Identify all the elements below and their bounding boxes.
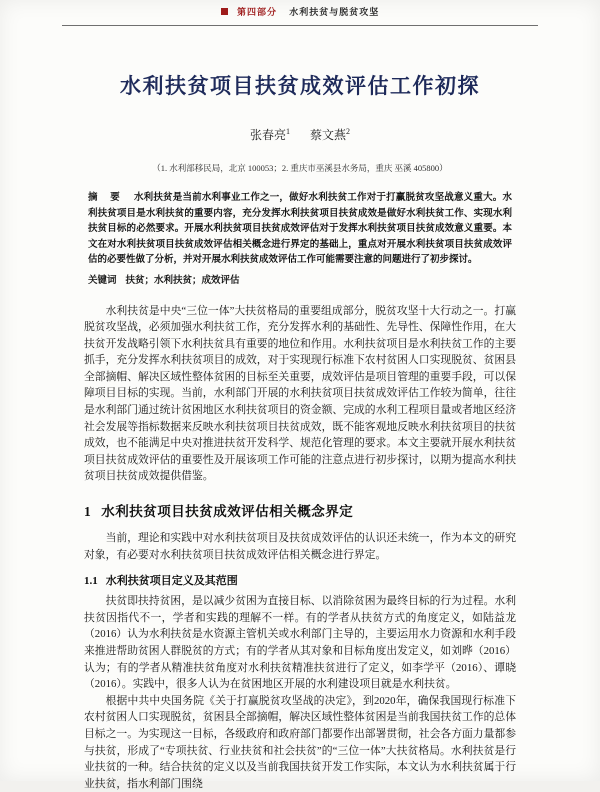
abstract-label: 摘 要: [88, 193, 125, 203]
author-1-name: 张春亮: [249, 128, 286, 142]
author-2: [310, 128, 350, 142]
abstract-text: 水利扶贫是当前水利事业工作之一，做好水利扶贫工作对于打赢脱贫攻坚战意义重大。水利扶贫项目是水利扶贫的重要内容，充分发挥水利扶贫项目扶贫成效是做好水利扶贫工作、实现水利扶贫目标的必然要求。开展水利扶贫项目扶贫成效评估对于发挥水利扶贫项目扶贫成效意义重要。本文在对水利扶贫项目扶贫成效评估相关概念进行界定的基础上，重点对开展水利扶贫项目扶贫成效评估的必要性做了分析，并对开展水利扶贫成效评估工作可能需要注意的问题进行了初步探讨。: [88, 193, 512, 265]
header-rule: [62, 25, 538, 26]
section-1-1-title: 水利扶贫项目定义及其范围: [105, 575, 238, 588]
affiliation-line: （1. 水利部移民局，北京 100053；2. 重庆市巫溪县水务局，重庆 巫溪 405800）: [152, 163, 448, 173]
header-part-title: 水利扶贫与脱贫攻坚: [289, 7, 380, 17]
author-2-name: 蔡文燕: [310, 128, 347, 142]
abstract-block: [88, 191, 512, 269]
section-1-number: 1: [84, 504, 92, 520]
author-1-affiliation-sup: 1: [286, 127, 290, 136]
article-title: 水利扶贫项目扶贫成效评估工作初探: [120, 74, 480, 98]
section-1-heading: [84, 500, 516, 520]
keywords-text: 扶贫；水利扶贫；成效评估: [125, 275, 240, 286]
section-1-1-paragraph-2: 根据中共中央国务院《关于打赢脱贫攻坚战的决定》，到2020年，确保我国现行标准下农村贫困人口实现脱贫，贫困县全部摘帽，解决区域性整体贫困是当前我国扶贫工作的总体目标之一。为实现这一目标，各级政府和政府部门都要作出部署贯彻，社会各方面力量都参与扶贫，形成了“专项扶贫、行业扶贫和社会扶贫”的“三位一体”大扶贫格局。水利扶贫是行业扶贫的一种。结合扶贫的定义以及当前我国扶贫开发工作实际，本文认为水利扶贫属于行业扶贫，指水利部门围绕: [84, 694, 516, 790]
section-1-lead-paragraph: 当前，理论和实践中对水利扶贫项目及扶贫成效评估的认识还未统一，作为本文的研究对象，有必要对水利扶贫项目扶贫成效评估相关概念进行界定。: [84, 532, 516, 561]
running-header: [84, 6, 516, 19]
header-part-label: 第四部分: [236, 7, 277, 17]
author-2-affiliation-sup: 2: [346, 127, 351, 136]
intro-paragraph: 水利扶贫是中央“三位一体”大扶贫格局的重要组成部分，脱贫攻坚十大行动之一。打赢脱贫攻坚战，必须加强水利扶贫工作，充分发挥水利的基础性、先导性、保障性作用，在大扶贫开发战略引领下水利扶贫具有重要的地位和作用。水利扶贫项目是水利扶贫工作的主要抓手，充分发挥水利扶贫项目的成效，对于实现现行标准下农村贫困人口实现脱贫、贫困县全部摘帽、解决区域性整体贫困的目标至关重要，成效评估是项目管理的重要手段，可以保障项目目标的实现。当前，水利部门开展的水利扶贫项目扶贫成效评估工作较为简单，往往是水利部门通过统计贫困地区水利扶贫项目的资金额、完成的水利工程项目量或者地区经济社会发展等指标数据来反映水利扶贫项目扶贫成效，既不能客观地反映水利扶贫项目的扶贫成效，也不能满足中央对推进扶贫开发科学、规范化管理的要求。本文主要就开展水利扶贫项目扶贫成效评估的重要性及开展该项工作可能的注意点进行初步探讨，以期为提高水利扶贫项目扶贫成效提供借鉴。: [84, 304, 516, 483]
authors-line: [84, 126, 516, 143]
keywords-block: [88, 272, 512, 286]
section-1-title: 水利扶贫项目扶贫成效评估相关概念界定: [101, 504, 354, 520]
section-1-1-heading: [84, 572, 516, 588]
section-1-1-paragraph-1: 扶贫即扶持贫困，是以减少贫困为直接目标、以消除贫困为最终目标的行为过程。水利扶贫因指代不一，学者和实践的理解不一样。有的学者从扶贫方式的角度定义，如陆益龙（2016）认为水利扶贫是水资源主管机关或水利部门主导的，主要运用水力资源和水利手段来推进帮助贫困人群脱贫的方式；有的学者从其对象和目标角度出发定义，如刘晔（2016）认为；有的学者从精准扶贫角度对水利扶贫精准扶贫进行了定义，如李学平（2016）、谭晓（2016）。实践中，很多人认为在贫困地区开展的水利建设项目就是水利扶贫。: [84, 595, 516, 691]
keywords-label: 关键词: [88, 275, 117, 286]
section-marker-icon: [221, 8, 228, 15]
author-1: [250, 128, 290, 142]
section-1-1-number: 1.1: [84, 575, 98, 588]
